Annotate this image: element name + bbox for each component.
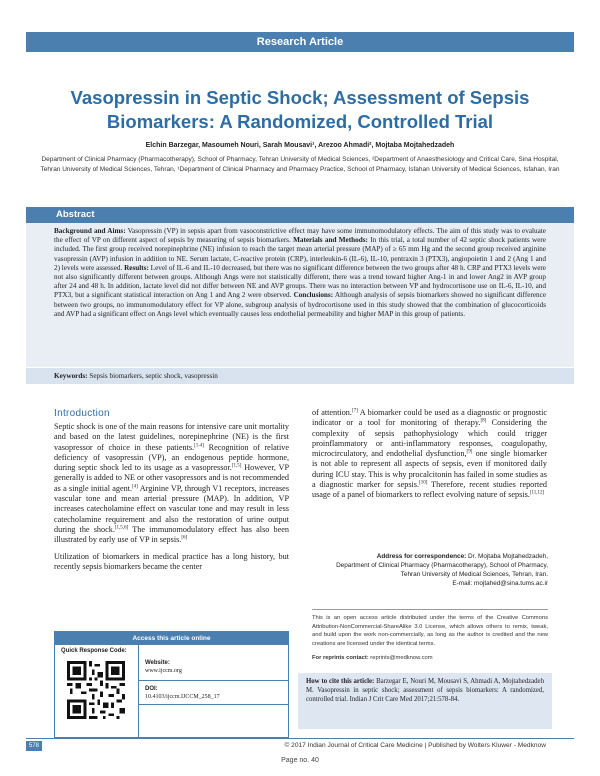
title-line-2: Biomarkers: A Randomized, Controlled Trial [106, 111, 494, 132]
doi-link[interactable]: 10.4103/ijccm.IJCCM_258_17 [145, 694, 220, 700]
journal-page-number: 578 [26, 741, 42, 751]
keywords-text: Sepsis biomarkers, septic shock, vasopressin [87, 372, 218, 380]
doi-label: DOI: [145, 686, 158, 692]
footer-rule [26, 738, 574, 739]
section-label: Research Article [256, 36, 344, 48]
citation-ref[interactable]: [4] [132, 484, 138, 490]
intro-paragraph-2: Utilization of biomarkers in medical practice has a long history, but recently sepsis biomarkers became the center [54, 551, 289, 571]
author-list: Elchin Barzegar, Masoumeh Nouri, Sarah Mousavi¹, Arezoo Ahmadi², Mojtaba Mojtahedzadeh [145, 142, 455, 149]
cite-label: How to cite this article: [306, 678, 375, 685]
how-to-cite-box [298, 673, 552, 729]
reprints-email[interactable]: reprints@medknow.com [368, 655, 433, 661]
title-line-1: Vasopressin in Septic Shock; Assessment of Sepsis [70, 87, 530, 108]
website-label: Website: [145, 660, 170, 666]
left-column-text [54, 422, 289, 572]
citation-ref[interactable]: [1,5,6] [114, 525, 129, 531]
abstract-results-label: Results: [124, 263, 149, 272]
access-online-box [54, 631, 289, 738]
introduction-heading: Introduction [54, 408, 110, 419]
divider [312, 609, 548, 610]
correspondence-label: Address for correspondence: [376, 553, 467, 560]
reprints-line [312, 655, 548, 661]
citation-ref[interactable]: [9] [466, 449, 473, 455]
correspondence-block [300, 552, 548, 588]
abstract-results: Level of IL-6 and IL-10 decreased, but there was no significant difference between the two groups after 48 h. CRP and PTX3 levels were not also significantly different between groups. Although Angs were not statistically different, there was a trend toward higher Ang-1 in and lower Ang2 in AVP group after 24 and 48 h. In addition, lactate level did not differ between NE and AVP groups. There was no interaction between VP and hydrocortisone use on IL-6, IL-10, and PTX3, but a significant statistical interaction on Ang 1 and Ang 2 were observed. [54, 263, 546, 300]
viewer-page-number: Page no. 40 [281, 757, 319, 764]
correspondence-email[interactable]: E-mail: mojtahed@sina.tums.ac.ir [452, 580, 548, 587]
abstract-methods-label: Materials and Methods: [293, 236, 368, 245]
citation-ref[interactable]: [10] [419, 480, 428, 486]
abstract-heading: Abstract [26, 207, 574, 223]
citation-ref[interactable]: [7] [351, 408, 358, 414]
reprints-label: For reprints contact: [312, 655, 369, 661]
citation-ref[interactable]: [8] [480, 418, 487, 424]
qr-cell [55, 645, 139, 737]
abstract-background-label: Background and Aims: [54, 227, 126, 235]
citation-ref[interactable]: [11,12] [529, 490, 545, 496]
abstract-conclusions-label: Conclusions: [293, 291, 334, 300]
cite-text: Barzegar E, Nouri M, Mousavi S, Ahmadi A, Mojtahedzadeh M. Vasopressin in septic shock; assessment of sepsis biomarkers: A randomized, controlled trial. Indian J Crit Care Med 2017;21:578-84. [306, 678, 544, 703]
access-heading: Access this article online [55, 632, 288, 645]
keywords-label: Keywords: [54, 372, 88, 380]
correspondence-name: Dr. Mojtaba Mojtahedzadeh, [466, 553, 548, 560]
abstract-methods: In this trial, a total number of 42 septic shock patients were included. The first group received norepinephrine (NE) infusion to reach the target mean arterial pressure (MAP) of ≥ 65 mm Hg and the second group received arginine vasopressin (AVP) infusion in addition to NE. Serum lactate, C-reactive protein (CRP), interleukin-6 (IL-6), IL-10, pentraxin 3 (PTX3), angiopoietin 1 and 2 (Ang 1 and 2) levels were assessed. [54, 236, 546, 272]
right-column-text [312, 408, 547, 501]
license-text: This is an open access article distributed under the terms of the Creative Commons Attribution-NonCommercial-ShareAlike 3.0 License, which allows others to remix, tweak, and build upon the work non-commercially, as long as the author is credited and the new creations are licensed under the identical terms. [312, 615, 548, 647]
footer-journal: © 2017 Indian Journal of Critical Care Medicine | Published by Wolters Kluwer - Medknow [284, 742, 546, 749]
keywords-bar [26, 367, 574, 384]
section-header-bar [26, 32, 574, 52]
abstract-conclusions: Although analysis of sepsis biomarkers showed no significant difference between two groups, no immunomodulatory effect for VP alone, subgroup analysis of hydrocortisone used in this study showed that the combination of glucocorticoids and AVP had a significant effect on Angs level which eventually causes less endothelial permeability and higher MAP in this group of patients. [54, 291, 547, 318]
abstract-background: Vasopressin (VP) in sepsis apart from vasoconstrictive effect may have some immunomodulatory effects. The aim of this study was to evaluate the effect of VP on different aspect of sepsis by measuring of sepsis biomarkers. [54, 227, 546, 245]
qr-label: Quick Response Code: [61, 648, 127, 654]
website-link[interactable]: www.ijccm.org [145, 668, 182, 674]
citation-ref[interactable]: [6] [181, 535, 188, 541]
website-cell [139, 645, 288, 681]
abstract-box [26, 207, 574, 367]
doi-cell [139, 681, 288, 705]
affiliations: Department of Clinical Pharmacy (Pharmacotherapy), School of Pharmacy, Tehran University of Medical Sciences, ²Department of Anaesthesiology and Critical Care, Sina Hospital, Tehran University of Medical Sciences, Tehran, ¹Department of Clinical Pharmacy and Pharmacy Practice, School of Pharmacy, Isfahan University of Medical Sciences, Isfahan, Iran [40, 156, 560, 173]
intro-paragraph-3: of attention.[7] A biomarker could be used as a diagnostic or prognostic indicator or a tool for monitoring of therapy.[8] Considering the complexity of sepsis pathophysiology which could trigger proinflammatory or anti-inflammatory responses, coagulopathy, microcirculatory, and endothelial dysfunction,[9] one single biomarker is not able to represent all aspects of sepsis, even if monitored daily during ICU stay. This is why procalcitonin has failed in some studies as a diagnostic marker for sepsis.[10] Therefore, recent studies reported usage of a panel of biomarkers to reflect evolving nature of sepsis.[11,12] [312, 408, 548, 500]
article-title [40, 86, 560, 134]
correspondence-dept: Department of Clinical Pharmacy (Pharmacotherapy), School of Pharmacy, [336, 562, 548, 569]
abstract-text [26, 223, 574, 319]
correspondence-univ: Tehran University of Medical Sciences, Tehran, Iran. [400, 571, 548, 578]
citation-ref[interactable]: [1,5] [231, 463, 242, 469]
access-details [139, 645, 288, 737]
intro-paragraph-1: Septic shock is one of the main reasons for intensive care unit mortality and based on the latest guidelines, norepinephrine (NE) is the first vasopressor of choice in these patients.[1-4] Recognition of relative deficiency of vasopressin (VP), an endogenous peptide hormone, during septic shock led to its usage as a vasopressor.[1,5] However, VP generally is added to NE or other vasopressors and is not recommended as a single initial agent.[4] Arginine VP, through V1 receptors, increases vascular tone and mean arterial pressure (MAP). In addition, VP increases catecholamine effect on vascular tone and may result in less catecholamine requirement and also the restoration of urine output during the shock.[1,5,6] The immunomodulatory effect has also been illustrated by early use of VP in sepsis.[6] [54, 422, 290, 545]
citation-ref[interactable]: [1-4] [194, 442, 205, 448]
qr-code-icon[interactable] [67, 661, 125, 719]
